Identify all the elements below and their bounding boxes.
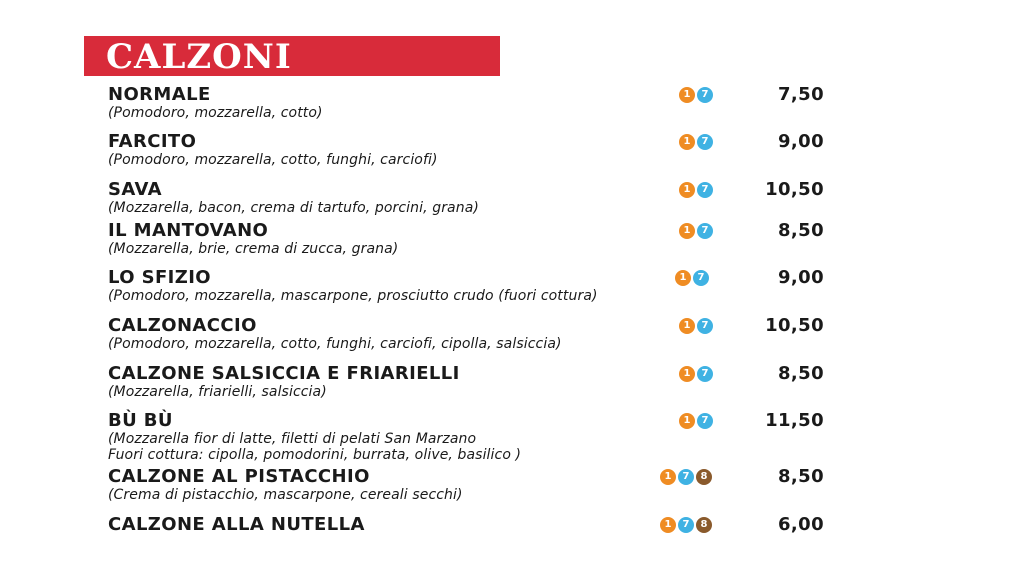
item-name: CALZONE SALSICCIA E FRIARIELLI [108, 363, 460, 384]
menu-item [108, 180, 479, 216]
item-description: (Mozzarella, brie, crema di zucca, grana) [108, 241, 399, 257]
menu-item [108, 132, 438, 168]
menu-item [108, 85, 323, 121]
menu-item [108, 411, 521, 463]
allergen-7-icon: 7 [678, 469, 694, 485]
item-name: LO SFIZIO [108, 267, 212, 288]
item-price: 7,50 [777, 84, 824, 105]
menu-item [108, 221, 398, 257]
item-name: BÙ BÙ [108, 410, 173, 431]
item-name: CALZONACCIO [108, 315, 257, 336]
item-name: SAVA [108, 179, 162, 200]
allergen-1-icon: 1 [679, 318, 695, 334]
allergen-1-icon: 1 [679, 223, 695, 239]
item-description: (Mozzarella, bacon, crema di tartufo, porcini, grana) [108, 200, 479, 216]
menu-item [108, 364, 460, 400]
allergen-8-icon: 8 [696, 469, 712, 485]
allergen-1-icon: 1 [679, 134, 695, 150]
allergen-1-icon: 1 [679, 87, 695, 103]
item-price: 8,50 [777, 466, 824, 487]
allergen-1-icon: 1 [660, 469, 676, 485]
menu-item [108, 316, 562, 352]
allergen-7-icon: 7 [697, 318, 713, 334]
item-price: 10,50 [765, 179, 824, 200]
item-description: (Pomodoro, mozzarella, cotto, funghi, carciofi) [108, 152, 438, 168]
item-description: (Mozzarella fior di latte, filetti di pelati San Marzano [108, 431, 477, 447]
item-description: (Pomodoro, mozzarella, mascarpone, prosciutto crudo (fuori cottura) [108, 288, 598, 304]
item-name: IL MANTOVANO [108, 220, 269, 241]
allergen-7-icon: 7 [697, 182, 713, 198]
item-description: (Mozzarella, friarielli, salsiccia) [108, 384, 327, 400]
allergen-8-icon: 8 [696, 517, 712, 533]
allergen-1-icon: 1 [679, 182, 695, 198]
item-price: 11,50 [765, 410, 824, 431]
allergen-1-icon: 1 [679, 366, 695, 382]
allergen-7-icon: 7 [697, 223, 713, 239]
item-name: CALZONE AL PISTACCHIO [108, 466, 370, 487]
allergen-1-icon: 1 [679, 413, 695, 429]
menu-item [108, 268, 598, 304]
allergen-1-icon: 1 [675, 270, 691, 286]
allergen-7-icon: 7 [678, 517, 694, 533]
allergen-1-icon: 1 [660, 517, 676, 533]
allergen-7-icon: 7 [697, 413, 713, 429]
item-name: CALZONE ALLA NUTELLA [108, 514, 365, 535]
item-description: (Pomodoro, mozzarella, cotto, funghi, carciofi, cipolla, salsiccia) [108, 336, 562, 352]
allergen-7-icon: 7 [697, 134, 713, 150]
item-name: NORMALE [108, 84, 211, 105]
item-price: 6,00 [777, 514, 824, 535]
item-description: (Crema di pistacchio, mascarpone, cereali secchi) [108, 487, 463, 503]
allergen-7-icon: 7 [697, 87, 713, 103]
item-price: 8,50 [777, 363, 824, 384]
item-price: 10,50 [765, 315, 824, 336]
item-name: FARCITO [108, 131, 197, 152]
item-description: Fuori cottura: cipolla, pomodorini, burrata, olive, basilico ) [108, 447, 522, 463]
allergen-7-icon: 7 [697, 366, 713, 382]
item-price: 9,00 [777, 131, 824, 152]
section-title: CALZONI [106, 37, 292, 77]
allergen-7-icon: 7 [693, 270, 709, 286]
item-price: 8,50 [777, 220, 824, 241]
section-banner [84, 36, 500, 76]
menu-item [108, 467, 463, 503]
item-description: (Pomodoro, mozzarella, cotto) [108, 105, 323, 121]
item-price: 9,00 [777, 267, 824, 288]
menu-item [108, 515, 365, 535]
